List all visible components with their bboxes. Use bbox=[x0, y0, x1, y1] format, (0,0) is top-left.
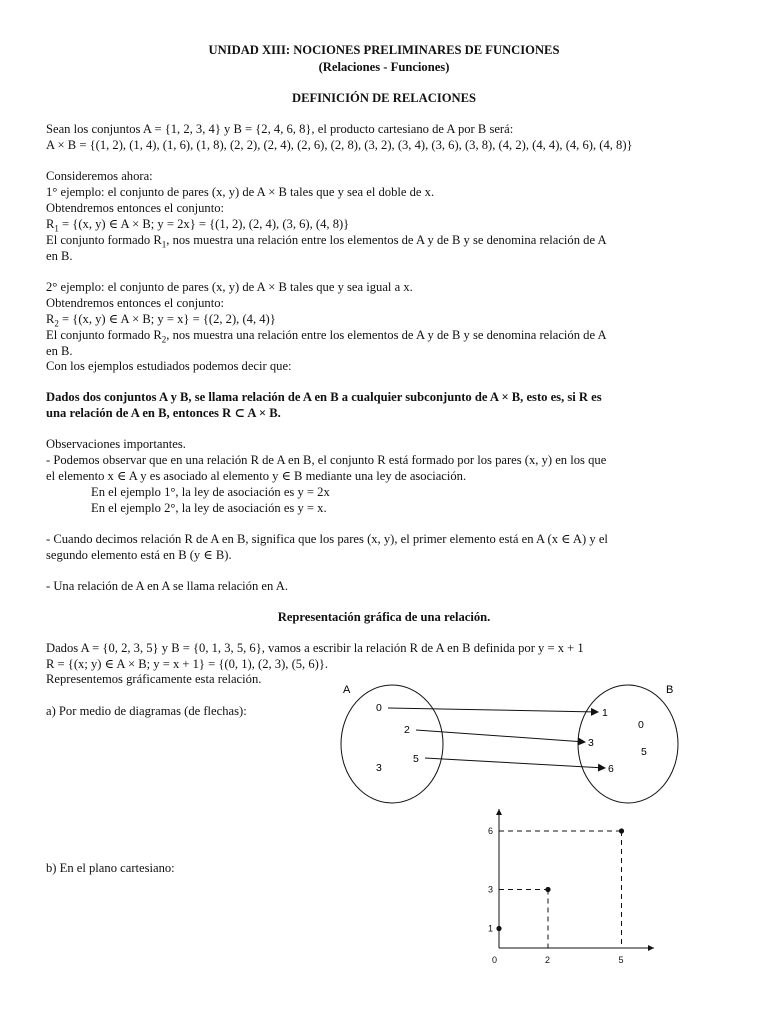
y-tick-label: 6 bbox=[488, 826, 494, 836]
set-a-element: 2 bbox=[404, 724, 410, 736]
intro-line: Sean los conjuntos A = {1, 2, 3, 4} y B = {2, 4, 6, 8}, el producto cartesiano de A por B será: bbox=[46, 122, 514, 136]
x-axis-arrow bbox=[648, 945, 654, 951]
set-a-ellipse bbox=[341, 685, 443, 803]
cartesian-product: A × B = {(1, 2), (1, 4), (1, 6), (1, 8), (2, 2), (2, 4), (2, 6), (2, 8), (3, 2), (3, 4), (3, 6), (3, 8), (4, 2), (4, 4), (4, 6), (4, 8)} bbox=[46, 138, 633, 152]
set-a-element: 0 bbox=[376, 702, 382, 714]
arrow-diagram bbox=[330, 678, 700, 808]
x-tick-label: 5 bbox=[618, 955, 624, 965]
example1-explanation: El conjunto formado $R_1$, nos muestra una relación entre los elementos de A y de B y se denomina relación de A bbox=[46, 233, 607, 250]
observation-1-example: En el ejemplo 2°, la ley de asociación es y = x. bbox=[91, 501, 327, 515]
example2-title: 2° ejemplo: el conjunto de pares (x, y) de A × B tales que y sea igual a x. bbox=[46, 280, 413, 294]
observation-2: segundo elemento está en B (y ∈ B). bbox=[46, 548, 232, 562]
item-a-label: a) Por medio de diagramas (de flechas): bbox=[46, 704, 247, 718]
observation-1: - Podemos observar que en una relación R de A en B, el conjunto R está formado por los pares (x, y) en los que bbox=[46, 453, 607, 467]
set-b-element: 6 bbox=[608, 763, 614, 775]
observations-title: Observaciones importantes. bbox=[46, 437, 186, 451]
set-b-element: 5 bbox=[641, 746, 647, 758]
relation-r1: $R_1 = \{(x$, y) ∈ A × B; y = 2x} = {(1, 2), (2, 4), (3, 6), (4, 8)} bbox=[46, 217, 350, 234]
example1-title: 1° ejemplo: el conjunto de pares (x, y) de A × B tales que y sea el doble de x. bbox=[46, 185, 435, 199]
graphic-intro: Dados A = {0, 2, 3, 5} y B = {0, 1, 3, 5, 6}, vamos a escribir la relación R de A en B definida por y = x + 1 bbox=[46, 641, 584, 655]
graphic-represent: Representemos gráficamente esta relación. bbox=[46, 672, 262, 686]
set-a-element: 5 bbox=[413, 753, 419, 765]
cartesian-chart bbox=[478, 806, 658, 974]
set-a-element: 3 bbox=[376, 762, 382, 774]
observation-1-example: En el ejemplo 1°, la ley de asociación es y = 2x bbox=[91, 485, 330, 499]
set-b-element: 1 bbox=[602, 707, 608, 719]
set-b-element: 3 bbox=[588, 737, 594, 749]
arrow-0-to-1 bbox=[388, 708, 598, 712]
arrow-2-to-3 bbox=[416, 730, 585, 742]
document-title: UNIDAD XIII: NOCIONES PRELIMINARES DE FUNCIONES bbox=[208, 43, 560, 57]
data-point bbox=[496, 926, 501, 931]
example1-obtain: Obtendremos entonces el conjunto: bbox=[46, 201, 225, 215]
consider-text: Consideremos ahora: bbox=[46, 169, 153, 183]
set-b-label: B bbox=[666, 684, 674, 696]
document-subtitle: (Relaciones - Funciones) bbox=[318, 60, 450, 74]
x-tick-label: 0 bbox=[492, 955, 498, 965]
observation-3: - Una relación de A en A se llama relación en A. bbox=[46, 579, 288, 593]
graphic-section-title: Representación gráfica de una relación. bbox=[277, 610, 491, 624]
conclusion-text: Con los ejemplos estudiados podemos decir que: bbox=[46, 359, 292, 373]
example2-explanation: El conjunto formado $R_2$, nos muestra una relación entre los elementos de A y de B y se denomina relación de A bbox=[46, 328, 607, 345]
x-tick-label: 2 bbox=[545, 955, 551, 965]
set-a-label: A bbox=[343, 684, 351, 696]
observation-1: el elemento x ∈ A y es asociado al elemento y ∈ B mediante una ley de asociación. bbox=[46, 469, 467, 483]
data-point bbox=[619, 828, 624, 833]
item-b-label: b) En el plano cartesiano: bbox=[46, 861, 175, 875]
example2-obtain: Obtendremos entonces el conjunto: bbox=[46, 296, 225, 310]
set-b-element: 0 bbox=[638, 719, 644, 731]
y-axis-arrow bbox=[496, 809, 502, 815]
y-tick-label: 1 bbox=[488, 923, 494, 934]
example1-explanation-end: en B. bbox=[46, 249, 73, 263]
graphic-relation: R = {(x; y) ∈ A × B; y = x + 1} = {(0, 1), (2, 3), (5, 6)}. bbox=[46, 657, 329, 671]
definition-line: Dados dos conjuntos A y B, se llama relación de A en B a cualquier subconjunto de A × B, esto es, si R es bbox=[46, 390, 602, 404]
definition-line: una relación de A en B, entonces R ⊂ A × B. bbox=[46, 406, 281, 420]
example2-explanation-end: en B. bbox=[46, 344, 73, 358]
arrow-5-to-6 bbox=[425, 758, 605, 768]
data-point bbox=[545, 887, 550, 892]
relation-r2: $R_2 = \{(x$, y) ∈ A × B; y = x} = {(2, 2), (4, 4)} bbox=[46, 312, 276, 329]
observation-2: - Cuando decimos relación R de A en B, significa que los pares (x, y), el primer elemento está en A (x ∈ A) y el bbox=[46, 532, 608, 546]
section-heading: DEFINICIÓN DE RELACIONES bbox=[291, 91, 477, 105]
y-tick-label: 3 bbox=[488, 884, 494, 895]
